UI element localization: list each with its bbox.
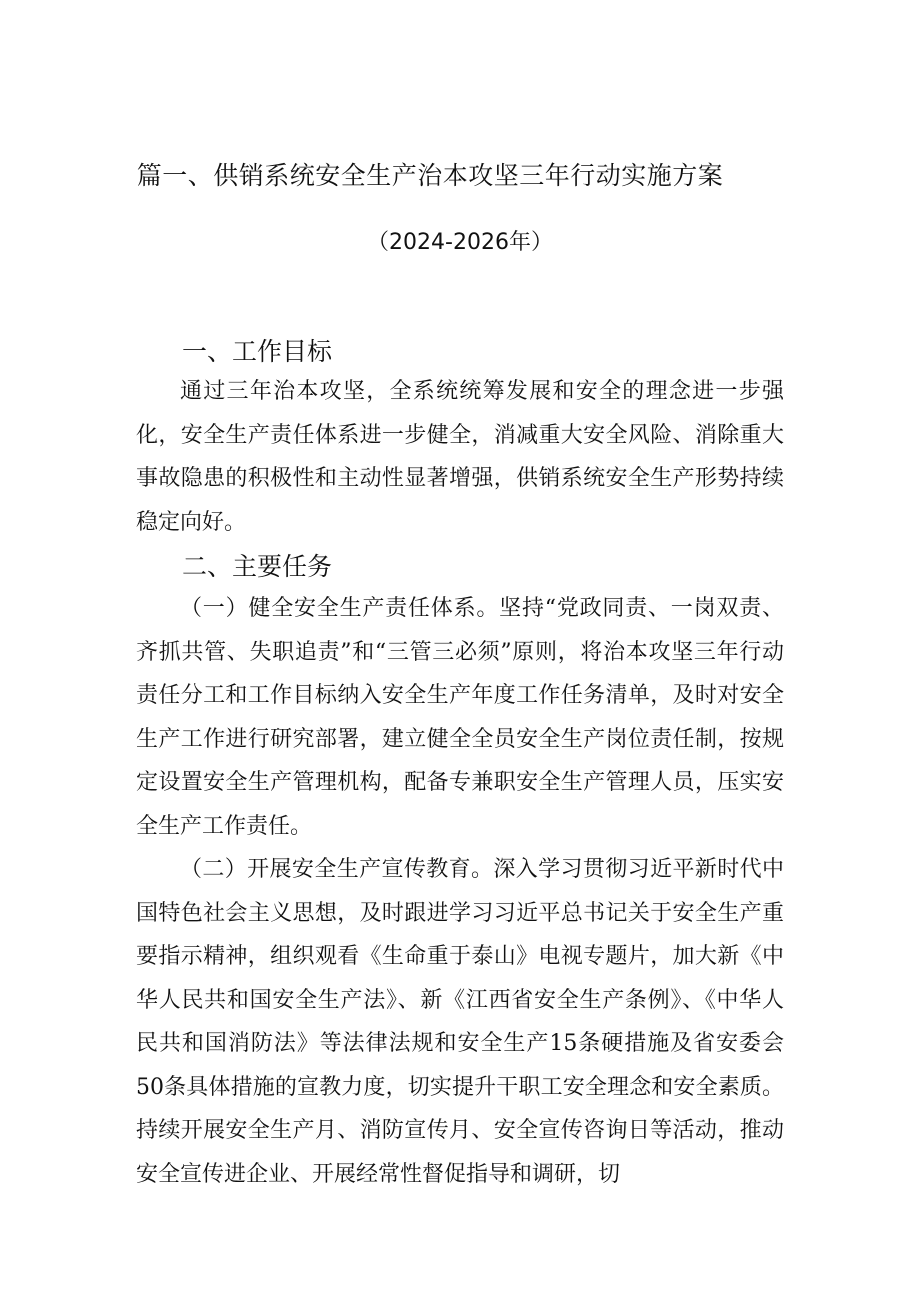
- paragraph-task-responsibility: （一）健全安全生产责任体系。坚持“党政同责、一岗双责、齐抓共管、失职追责”和“三管三必须”原则，将治本攻坚三年行动责任分工和工作目标纳入安全生产年度工作任务清单，及时对安全生产工作进行研究部署，建立健全全员安全生产岗位责任制，按规定设置安全生产管理机构，配备专兼职安全生产管理人员，压实安全生产工作责任。: [136, 596, 784, 839]
- document-subtitle: （2024-2026年）: [367, 230, 553, 255]
- paragraph-task-education: （二）开展安全生产宣传教育。深入学习贯彻习近平新时代中国特色社会主义思想，及时跟进学习习近平总书记关于安全生产重要指示精神，组织观看《生命重于泰山》电视专题片，加大新《中华人民共和国安全生产法》、新《江西省安全生产条例》、《中华人民共和国消防法》等法律法规和安全生产15条硬措施及省安委会50条具体措施的宣教力度，切实提升干职工安全理念和安全素质。持续开展安全生产月、消防宣传月、安全宣传咨询日等活动，推动安全宣传进企业、开展经常性督促指导和调研，切: [136, 857, 784, 1187]
- paragraph-goals: 通过三年治本攻坚，全系统统筹发展和安全的理念进一步强化，安全生产责任体系进一步健全，消减重大安全风险、消除重大事故隐患的积极性和主动性显著增强，供销系统安全生产形势持续稳定向好。: [136, 379, 784, 535]
- section-heading-goals: 一、工作目标: [182, 337, 333, 366]
- document-title: 篇一、供销系统安全生产治本攻坚三年行动实施方案: [136, 161, 724, 190]
- section-heading-tasks: 二、主要任务: [182, 552, 333, 581]
